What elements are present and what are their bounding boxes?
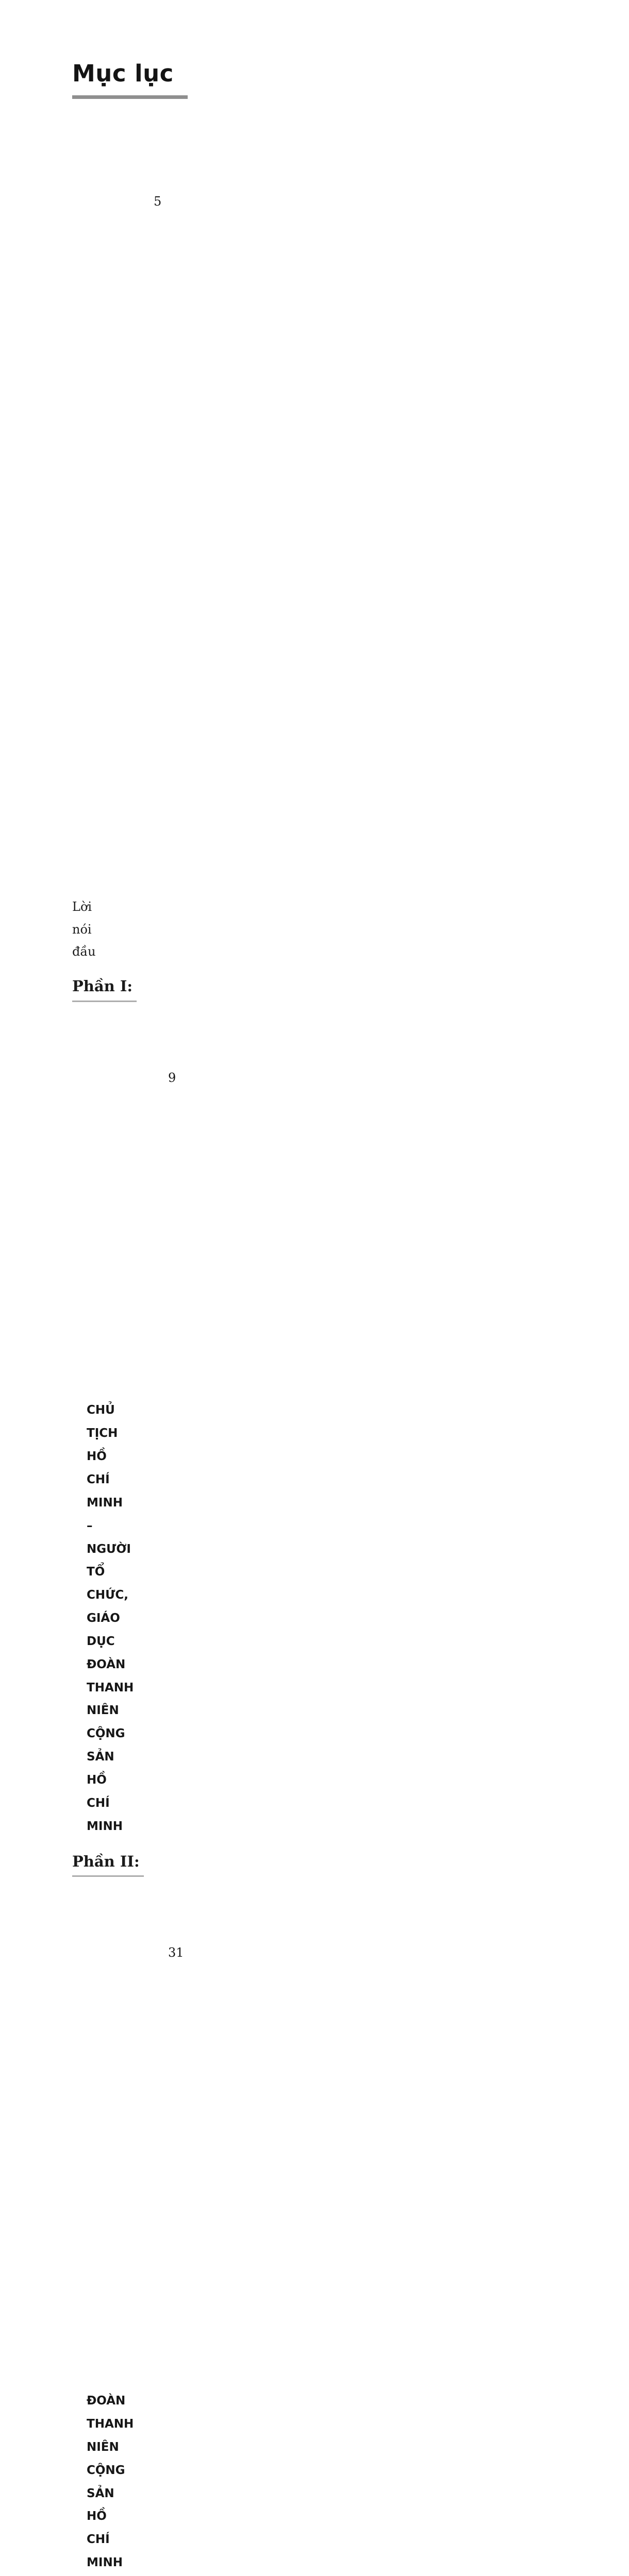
toc-entry-part <box>72 1851 441 1877</box>
toc-entry-part-title: ĐOÀN THANH NIÊN CỘNG SẢN HỒ CHÍ MINH 31 <box>72 1881 441 2576</box>
toc-entry-line: Lời nói đầu 5 <box>72 131 441 963</box>
entry-text <box>72 1851 441 1877</box>
page-title: Mục lục <box>72 60 174 87</box>
title-underline <box>72 95 188 99</box>
toc-entry-part <box>72 975 441 1002</box>
page-number: 31 <box>168 1945 184 1960</box>
entry-line: Phần II: <box>72 1851 144 1877</box>
page-number: 5 <box>154 194 162 209</box>
entry-text <box>72 975 441 1002</box>
page-number: 9 <box>168 1070 176 1085</box>
table-of-contents <box>72 131 441 2576</box>
page-header <box>72 60 441 99</box>
entry-line: Phần I: <box>72 975 137 1002</box>
toc-entry-part-title: CHỦ TỊCH HỒ CHÍ MINH – NGƯỜI TỔ CHỨC, GIÁO DỤC ĐOÀN THANH NIÊN CỘNG SẢN HỒ CHÍ MINH 9 <box>72 1006 441 1838</box>
